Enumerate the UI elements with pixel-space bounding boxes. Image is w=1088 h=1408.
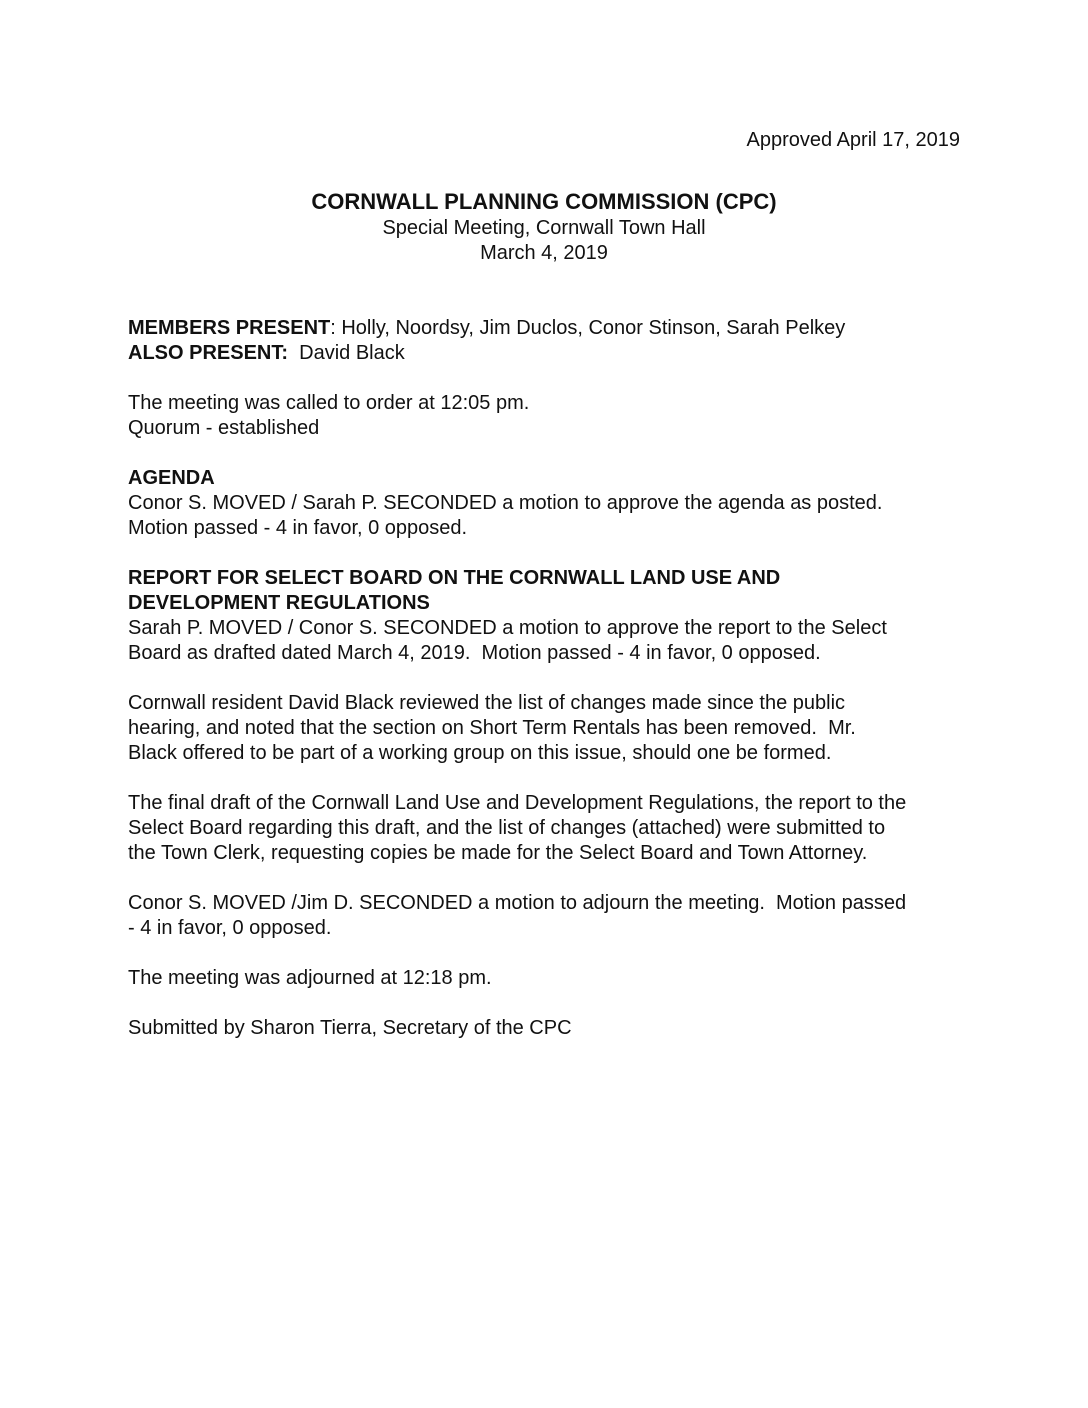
also-present-line [128,341,968,366]
final-draft-line-2: Select Board regarding this draft, and the list of changes (attached) were submitted to [128,817,886,839]
final-draft-line-3: the Town Clerk, requesting copies be made for the Select Board and Town Attorney. [128,842,868,864]
final-draft-section [128,791,968,866]
minutes-body [128,316,968,1066]
agenda-motion-line-1: Conor S. MOVED / Sarah P. SECONDED a motion to approve the agenda as posted. [128,492,883,514]
members-present-value: : Holly, Noordsy, Jim Duclos, Conor Stinson, Sarah Pelkey [330,317,846,339]
submission-section [128,1016,968,1041]
document-heading [0,188,1088,266]
report-motion-line-1: Sarah P. MOVED / Conor S. SECONDED a motion to approve the report to the Select [128,617,887,639]
meeting-subtitle: Special Meeting, Cornwall Town Hall [382,217,706,239]
resident-comment-line-3: Black offered to be part of a working group on this issue, should one be formed. [128,742,832,764]
final-draft-line-1: The final draft of the Cornwall Land Use and Development Regulations, the report to the [128,792,907,814]
report-heading-line-1: REPORT FOR SELECT BOARD ON THE CORNWALL LAND USE AND [128,567,781,589]
resident-comment-section [128,691,968,766]
report-heading-line-2: DEVELOPMENT REGULATIONS [128,592,430,614]
call-to-order: The meeting was called to order at 12:05 pm. [128,392,530,414]
adjourn-motion-line-1: Conor S. MOVED /Jim D. SECONDED a motion to adjourn the meeting. Motion passed [128,892,907,914]
also-present-label: ALSO PRESENT: [128,342,289,364]
resident-comment-line-1: Cornwall resident David Black reviewed the list of changes made since the public [128,692,846,714]
also-present-value: David Black [288,342,405,364]
quorum-status: Quorum - established [128,417,320,439]
adjourn-motion-line-2: - 4 in favor, 0 opposed. [128,917,332,939]
agenda-motion-line-2: Motion passed - 4 in favor, 0 opposed. [128,517,468,539]
agenda-heading: AGENDA [128,467,215,489]
agenda-section [128,466,968,541]
resident-comment-line-2: hearing, and noted that the section on Short Term Rentals has been removed. Mr. [128,717,856,739]
report-section [128,566,968,666]
report-motion-line-2: Board as drafted dated March 4, 2019. Motion passed - 4 in favor, 0 opposed. [128,642,821,664]
members-present-line [128,316,968,341]
adjourn-motion-section [128,891,968,941]
attendance-section [128,316,968,366]
document-title: CORNWALL PLANNING COMMISSION (CPC) [311,189,777,214]
submitted-by: Submitted by Sharon Tierra, Secretary of the CPC [128,1017,572,1039]
members-present-label: MEMBERS PRESENT [128,317,331,339]
approval-note: Approved April 17, 2019 [746,129,960,151]
meeting-date: March 4, 2019 [480,242,608,264]
adjournment-section [128,966,968,991]
adjournment-time: The meeting was adjourned at 12:18 pm. [128,967,492,989]
opening-section [128,391,968,441]
